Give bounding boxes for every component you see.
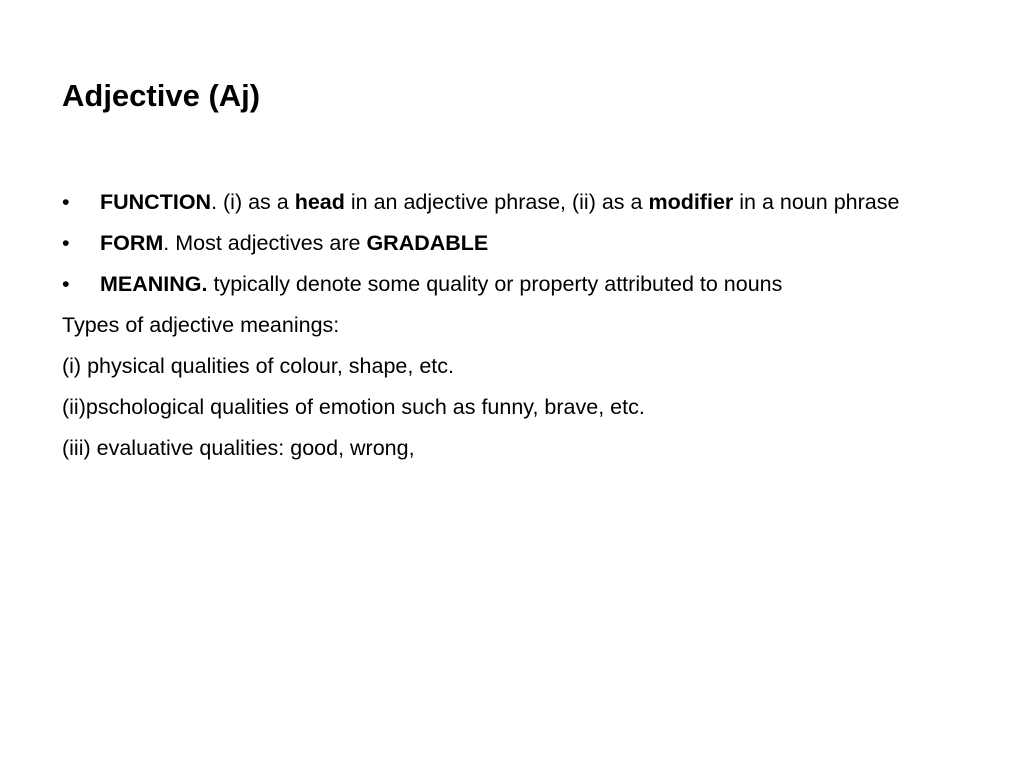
form-gradable-term: GRADABLE — [366, 231, 489, 255]
slide-title: Adjective (Aj) — [62, 78, 261, 113]
type-line-evaluative: (iii) evaluative qualities: good, wrong, — [62, 436, 415, 460]
function-label: FUNCTION — [100, 190, 212, 214]
bullet-icon: • — [62, 231, 70, 255]
function-text-1: . (i) as a — [211, 190, 295, 214]
form-label: FORM — [100, 231, 164, 255]
form-text-1: . Most adjectives are — [163, 231, 367, 255]
bullet-icon: • — [62, 190, 70, 214]
meaning-text-1: typically denote some quality or property attributed to nouns — [207, 272, 783, 296]
type-line-psychological: (ii)pschological qualities of emotion such as funny, brave, etc. — [62, 395, 645, 419]
meaning-label: MEANING. — [100, 272, 208, 296]
slide-content — [62, 185, 972, 472]
types-heading-line: Types of adjective meanings: — [62, 313, 340, 337]
function-text-2: in an adjective phrase, (ii) as a — [344, 190, 649, 214]
bullet-meaning — [62, 267, 972, 301]
bullet-form — [62, 226, 972, 260]
function-head-term: head — [294, 190, 345, 214]
function-text-3: in a noun phrase — [733, 190, 900, 214]
bullet-icon: • — [62, 272, 70, 296]
function-modifier-term: modifier — [648, 190, 734, 214]
type-line-physical: (i) physical qualities of colour, shape, etc. — [62, 354, 454, 378]
bullet-function — [62, 185, 972, 219]
